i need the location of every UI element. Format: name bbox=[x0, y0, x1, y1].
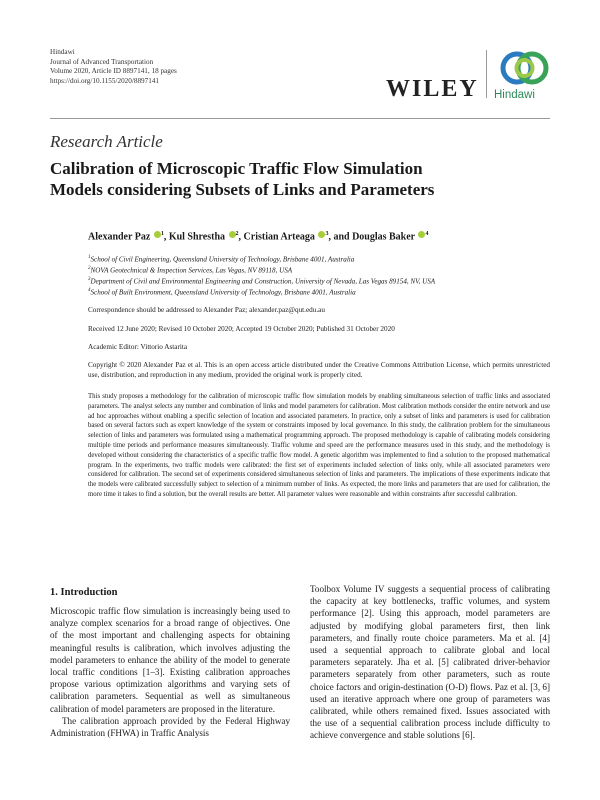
author-separator: , bbox=[238, 231, 244, 243]
logo-divider bbox=[486, 50, 487, 98]
journal-name: Journal of Advanced Transportation bbox=[50, 57, 154, 66]
copyright-notice: Copyright © 2020 Alexander Paz et al. This is an open access article distributed under the Creative Commons Attribution License, which permits unrestricted use, distribution, and reproduction in any medium, provided the original work is properly cited. bbox=[88, 361, 550, 380]
body-paragraph: Microscopic traffic flow simulation is increasingly being used to analyze complex scenarios for a broad range of objectives. One of the most important and challenging aspects for obtaining meaningful results is calibration, which involves adjusting the model parameters to enhance the ability of the model to generate local traffic conditions [1–3]. Existing calibration approaches propose various optimization algorithms and varying sets of calibration parameters. Sequential as well as simultaneous calibration of model parameters are proposed in the literature. bbox=[50, 606, 290, 714]
affiliation-text: NOVA Geotechnical & Inspection Services, Las Vegas, NV 89118, USA bbox=[90, 266, 293, 275]
author-sup: 2 bbox=[235, 231, 239, 237]
author-sup: 1 bbox=[160, 231, 164, 237]
author-name[interactable]: Kul Shrestha bbox=[168, 231, 226, 243]
affiliation-sup: 2 bbox=[88, 266, 91, 271]
author-name[interactable]: Douglas Baker bbox=[352, 231, 415, 243]
abstract: This study proposes a methodology for the calibration of microscopic traffic flow simulation models by enabling simultaneous selection of traffic links and associated parameters. The analyst selects any number and combination of links and model parameters for calibration. Most calibration methods consider the entire network and use ad hoc approaches without enabling a specific selection of location and associated parameters. In practice, only a subset of links and parameters is used for calibration based on several factors such as expert knowledge of the system or constraints imposed by local governance. In this study, the calibration problem for the simultaneous selection of links and parameters was formulated using a mathematical programming approach. The proposed methodology is capable of calibrating models considering multiple time periods and performance measures simultaneously. Traffic volume and speed are the performance measures used in this study, and the methodology is developed without considering the characteristics of a specific traffic flow model. A genetic algorithm was implemented to find a solution to the proposed mathematical program. In the experiments, two traffic models were calibrated: the first set of experiments included selection of links only, while all associated parameters were considered for calibration. The second set of experiments considered simultaneous selection of links and parameters. The implications of these experiments indicate that the models were calibrated successfully subject to selection of a minimum number of links. As expected, the more links and parameters that are used for calibration, the more time it takes to find a solution, but the overall results are better. All parameter values were reasonable and within constraints after successful calibration. bbox=[88, 393, 550, 498]
article-title bbox=[50, 158, 550, 200]
affiliation-text: School of Civil Engineering, Queensland University of Technology, Brisbane 4001, Australia bbox=[90, 255, 355, 264]
affiliation-sup: 3 bbox=[88, 277, 91, 282]
author-separator: , and bbox=[328, 231, 353, 243]
title-line-2: Models considering Subsets of Links and Parameters bbox=[50, 180, 435, 199]
academic-editor: Academic Editor: Vittorio Astarita bbox=[88, 343, 188, 351]
author-sup: 4 bbox=[425, 231, 429, 237]
hindawi-wordmark: Hindawi bbox=[494, 89, 535, 101]
volume-line: Volume 2020, Article ID 8897141, 18 pages bbox=[50, 67, 177, 76]
orcid-icon[interactable] bbox=[154, 231, 161, 238]
body-paragraph: The calibration approach provided by the Federal Highway Administration (FHWA) in Traffic Analysis bbox=[50, 715, 290, 739]
author-name[interactable]: Cristian Arteaga bbox=[243, 231, 315, 243]
orcid-icon[interactable] bbox=[229, 231, 236, 238]
section-heading: 1. Introduction bbox=[50, 587, 118, 598]
header-rule bbox=[50, 118, 550, 119]
author-sup: 3 bbox=[325, 231, 329, 237]
author-separator: , bbox=[163, 231, 169, 243]
body-column-right bbox=[310, 583, 550, 742]
doi-link[interactable]: https://doi.org/10.1155/2020/8897141 bbox=[50, 76, 160, 85]
affiliation bbox=[88, 285, 558, 298]
publication-dates: Received 12 June 2020; Revised 10 October 2020; Accepted 19 October 2020; Published 31 October 2020 bbox=[88, 325, 395, 333]
journal-info bbox=[50, 48, 177, 86]
hindawi-logo-icon bbox=[497, 46, 553, 90]
wiley-logo: WILEY bbox=[386, 76, 479, 102]
author-list bbox=[88, 231, 428, 242]
affiliation-sup: 4 bbox=[88, 288, 91, 293]
author-name[interactable]: Alexander Paz bbox=[88, 231, 151, 243]
body-column-left bbox=[50, 605, 290, 739]
affiliation-text: Department of Civil and Environmental Engineering and Construction, University of Nevada, Las Vegas 89154, NV, USA bbox=[90, 277, 436, 286]
article-type: Research Article bbox=[50, 132, 163, 151]
body-paragraph: Toolbox Volume IV suggests a sequential process of calibrating the capacity at key bottlenecks, traffic volumes, and system performance [2]. Using this approach, model parameters are adjusted by modifying global parameters first, then link parameters, and finally route choice parameters. Ma et al. [4] used a sequential approach to calibrate global and local parameters separately. Jha et al. [5] calibrated driver-behavior parameters separately from other parameters, such as route choice factors and origin-destination (O-D) flows. Paz et al. [3, 6] used an iterative approach where one group of parameters was calibrated, while others remained fixed. Issues associated with the use of a sequential calibration process include difficulty to achieve convergence and stable solutions [6]. bbox=[310, 584, 550, 741]
affiliation-sup: 1 bbox=[88, 255, 91, 260]
title-line-1: Calibration of Microscopic Traffic Flow Simulation bbox=[50, 159, 423, 178]
correspondence: Correspondence should be addressed to Alexander Paz; alexander.paz@qut.edu.au bbox=[88, 306, 325, 314]
affiliation-text: School of Built Environment, Queensland University of Technology, Brisbane 4001, Australia bbox=[90, 288, 356, 297]
publisher-name: Hindawi bbox=[50, 48, 75, 56]
